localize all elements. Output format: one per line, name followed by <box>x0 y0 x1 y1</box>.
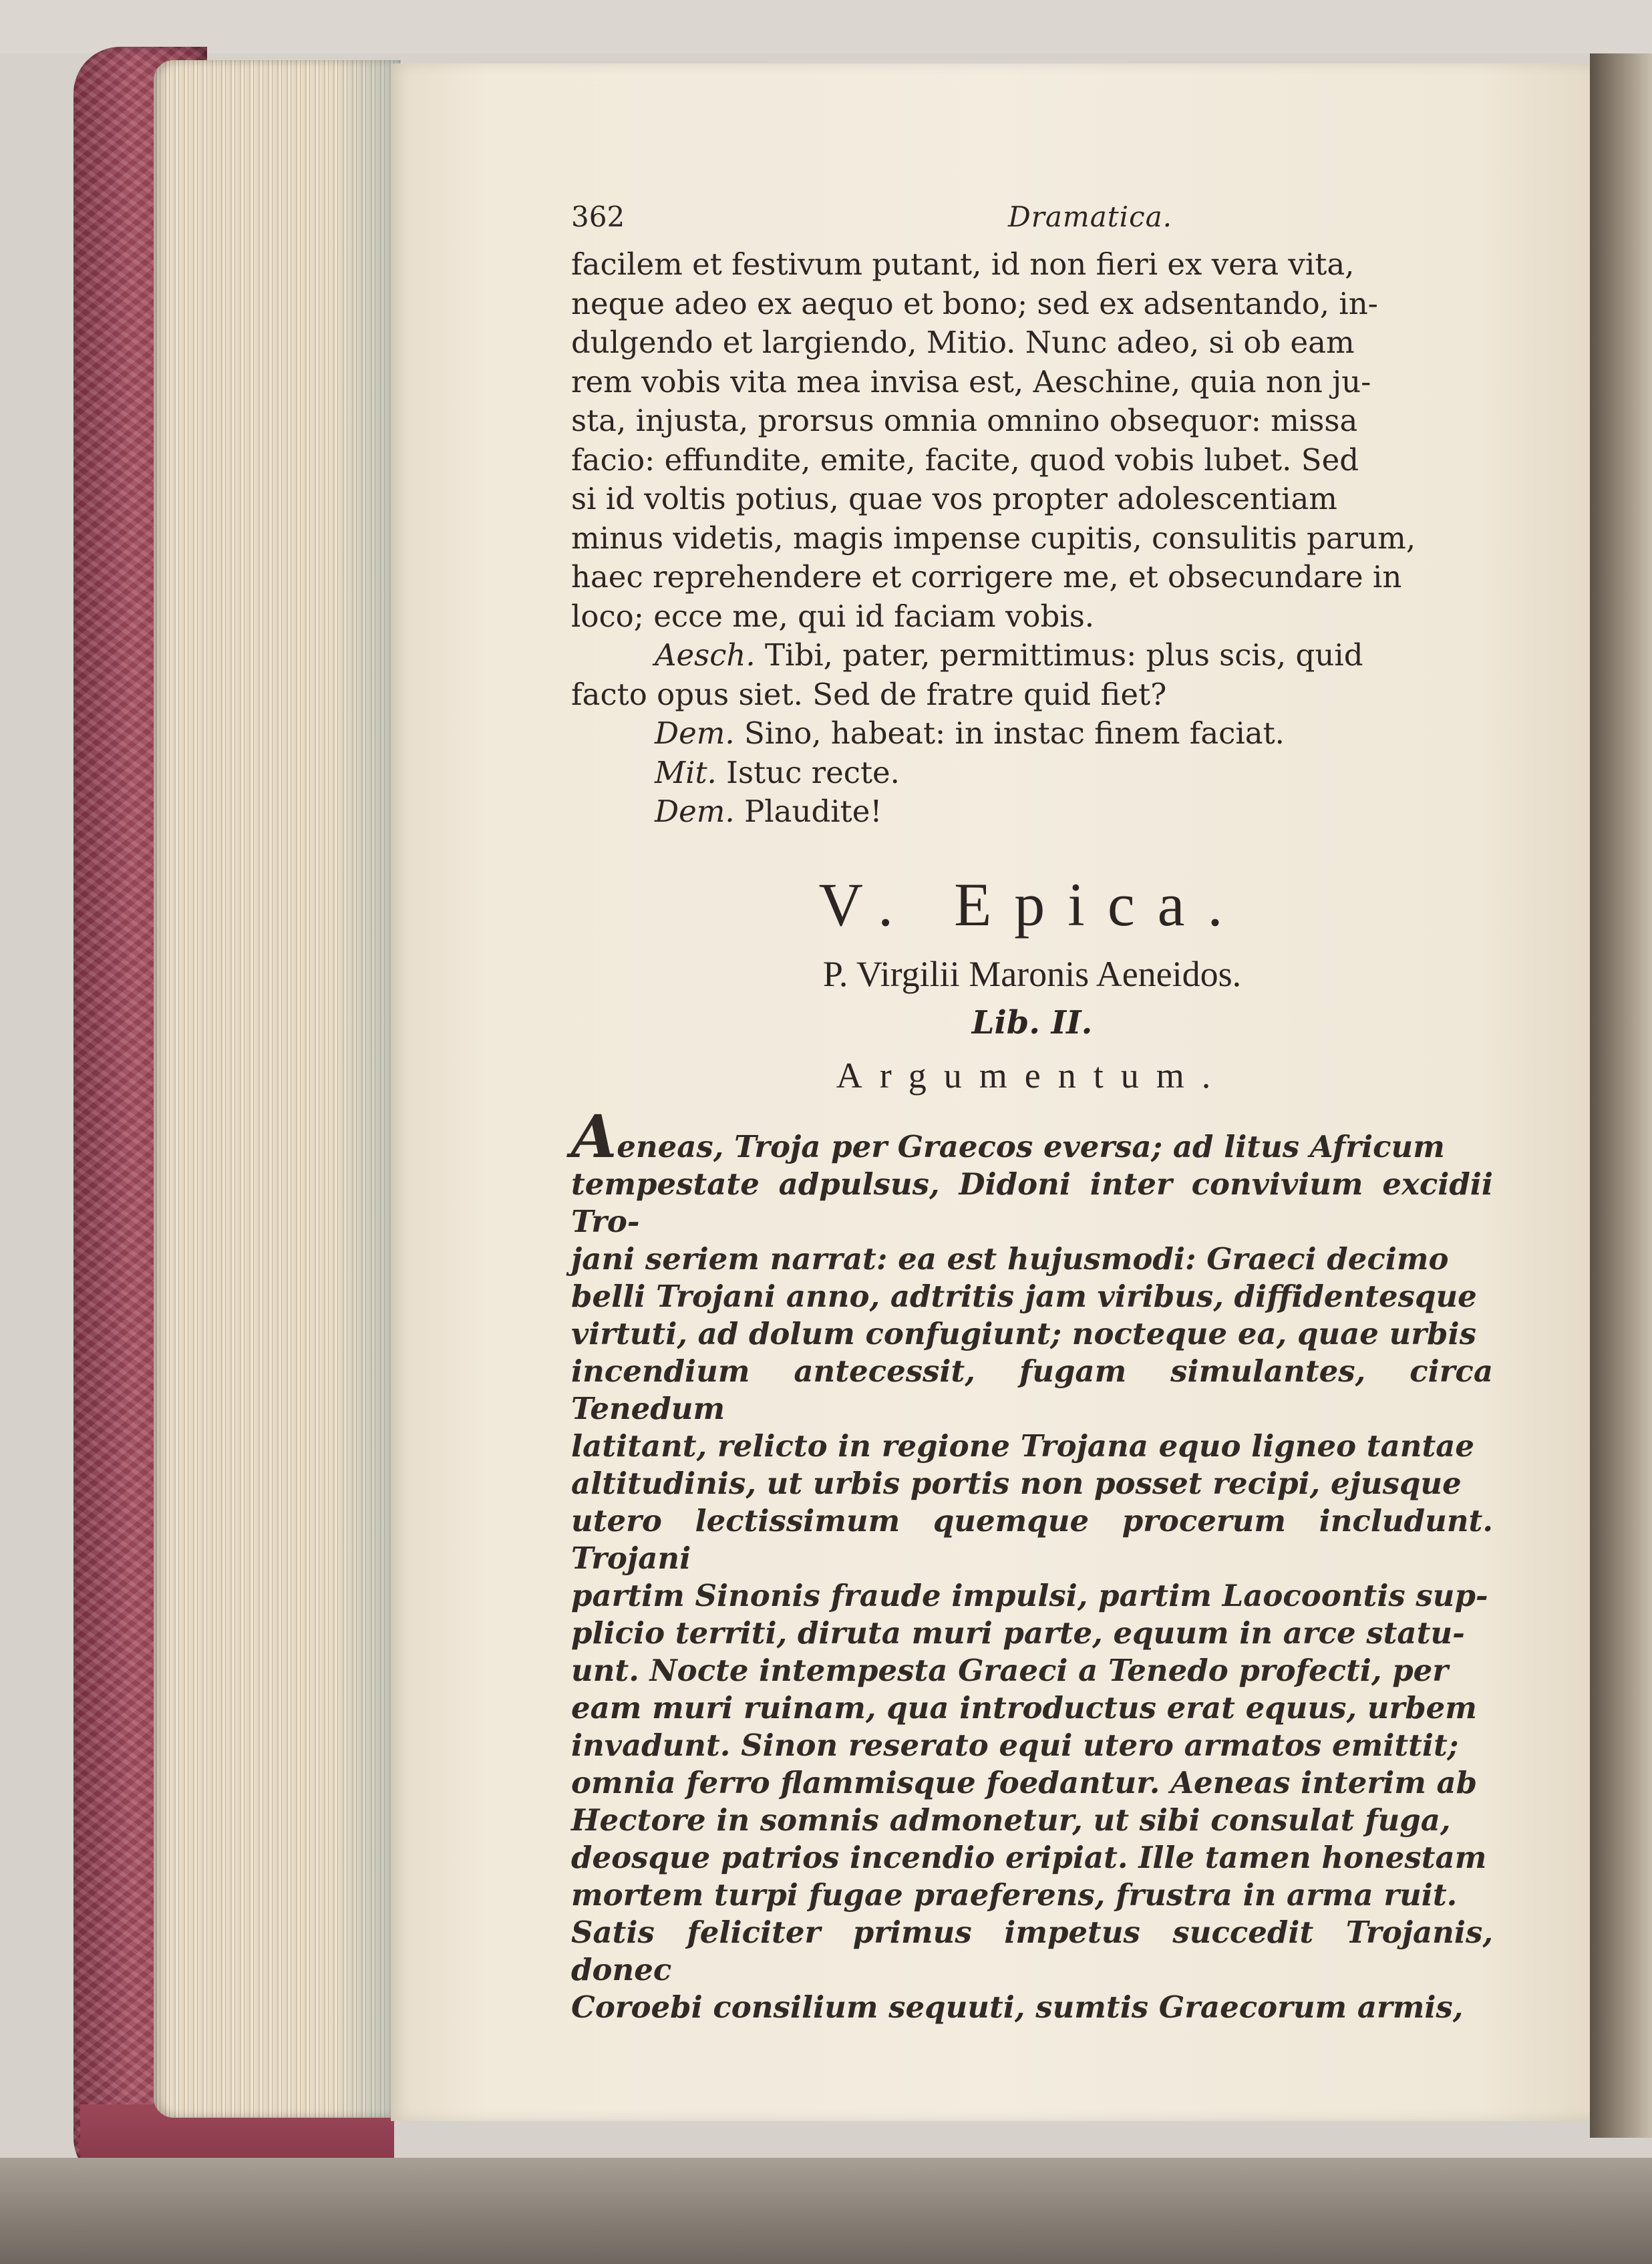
prose-line: facilem et festivum putant, id non fieri ex vera vita, <box>571 247 1355 282</box>
argument-line: eam muri ruinam, qua introductus erat equus, urbem <box>571 1689 1477 1726</box>
dialogue-line <box>571 754 1493 793</box>
speaker-name: Dem. <box>655 794 735 829</box>
dialogue-text: Plaudite! <box>744 794 882 829</box>
argument-line: Coroebi consilium sequuti, sumtis Graecorum armis, <box>571 1989 1464 2025</box>
argument-line: altitudinis, ut urbis portis non posset recipi, ejusque <box>571 1465 1462 1501</box>
argument-line: omnia ferro flammisque foedantur. Aeneas interim ab <box>571 1764 1478 1800</box>
book-label: Lib. II. <box>971 1003 1093 1041</box>
book-gutter <box>1590 53 1652 2138</box>
dialogue <box>571 636 1493 832</box>
prose-line: minus videtis, magis impense cupitis, consulitis parum, <box>571 520 1416 556</box>
dialogue-line <box>571 675 1493 715</box>
argument-line: deosque patrios incendio eripiat. Ille tamen honestam <box>571 1839 1487 1875</box>
argument-paragraph <box>571 1101 1493 2026</box>
dialogue-line <box>571 714 1493 754</box>
running-title: Dramatica. <box>1008 200 1172 233</box>
dialogue-line <box>571 792 1493 832</box>
argument-line: unt. Nocte intempesta Graeci a Tenedo profecti, per <box>571 1652 1449 1688</box>
prose-line: haec reprehendere et corrigere me, et obsecundare in <box>571 559 1402 595</box>
dialogue-text: Tibi, pater, permittimus: plus scis, quid <box>765 637 1363 673</box>
argument-line: virtuti, ad dolum confugiunt; nocteque ea, quae urbis <box>571 1315 1476 1351</box>
prose-line: rem vobis vita mea invisa est, Aeschine, quia non ju- <box>571 363 1371 399</box>
dialogue-text: facto opus siet. Sed de fratre quid fiet? <box>571 676 1167 712</box>
argument-line: partim Sinonis fraude impulsi, partim Laocoontis sup- <box>571 1577 1488 1613</box>
prose-line: loco; ecce me, qui id faciam vobis. <box>571 598 1095 634</box>
page-number: 362 <box>571 200 625 233</box>
argument-line: mortem turpi fugae praeferens, frustra in arma ruit. <box>571 1877 1458 1913</box>
argument-line: utero lectissimum quemque procerum includunt. Trojani <box>571 1502 1493 1576</box>
speaker-name: Mit. <box>655 754 717 790</box>
argument-line: Aeneas, Troja per Graecos eversa; ad litus Africum <box>571 1101 1445 1171</box>
argument-line: tempestate adpulsus, Didoni inter convivium excidii Tro- <box>571 1166 1493 1239</box>
argument-line: plicio territi, diruta muri parte, equum in arce statu- <box>571 1615 1465 1651</box>
prose-paragraph <box>571 245 1493 636</box>
argument-line: invadunt. Sinon reserato equi utero armatos emittit; <box>571 1727 1459 1763</box>
speaker-name: Aesch. <box>655 637 756 673</box>
dialogue-text: Sino, habeat: in instac finem faciat. <box>744 715 1285 751</box>
section-title: V. Epica. <box>818 870 1246 939</box>
prose-line: dulgendo et largiendo, Mitio. Nunc adeo, si ob eam <box>571 325 1355 360</box>
prose-line: facio: effundite, emite, facite, quod vobis lubet. Sed <box>571 442 1359 478</box>
work-title: P. Virgilii Maronis Aeneidos. <box>822 953 1242 994</box>
argument-heading: Argumentum. <box>836 1055 1228 1096</box>
argument-line: Hectore in somnis admonetur, ut sibi consulat fuga, <box>571 1802 1451 1838</box>
background-top <box>0 0 1652 53</box>
prose-line: si id voltis potius, quae vos propter adolescentiam <box>571 481 1337 516</box>
argument-line: belli Trojani anno, adtritis jam viribus, diffidentesque <box>571 1278 1477 1314</box>
argument-line: incendium antecessit, fugam simulantes, circa Tenedum <box>571 1353 1493 1426</box>
page-header <box>571 200 1493 233</box>
dialogue-text: Istuc recte. <box>726 754 900 790</box>
speaker-name: Dem. <box>655 715 735 751</box>
dialogue-line <box>571 636 1493 675</box>
page-text <box>571 200 1493 2026</box>
argument-line: latitant, relicto in regione Trojana equo ligneo tantae <box>571 1428 1475 1464</box>
prose-line: neque adeo ex aequo et bono; sed ex adsentando, in- <box>571 285 1378 321</box>
argument-line: jani seriem narrat: ea est hujusmodi: Graeci decimo <box>571 1241 1449 1277</box>
background-bottom <box>0 2158 1652 2264</box>
argument-line: Satis feliciter primus impetus succedit Trojanis, donec <box>571 1914 1493 1987</box>
prose-line: sta, injusta, prorsus omnia omnino obsequor: missa <box>571 403 1358 438</box>
drop-cap: A <box>571 1101 617 1171</box>
